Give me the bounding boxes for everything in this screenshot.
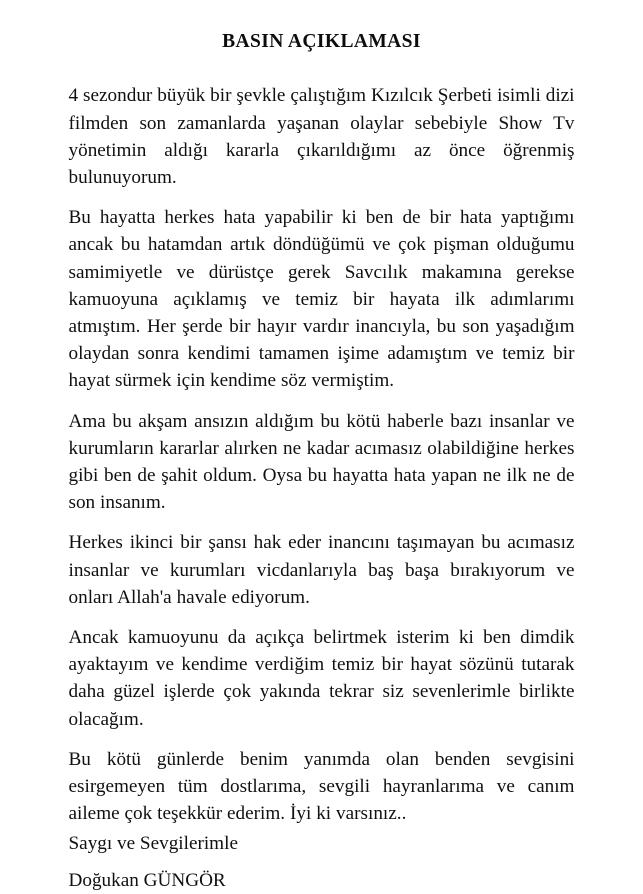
signature-closing: Saygı ve Sevgilerimle bbox=[68, 833, 238, 855]
paragraph-4: Herkes ikinci bir şansı hak eder inancını taşımayan bu acımasız insanlar ve kurumları vicdanlarıyla baş başa bırakıyorum ve onları Allah'a havale ediyorum. bbox=[68, 532, 575, 608]
paragraph-1: 4 sezondur büyük bir şevkle çalıştığım Kızılcık Şerbeti isimli dizi filmden son zamanlarda yaşanan olaylar sebebiyle Show Tv yönetimin aldığı kararla çıkarıldığımı az önce öğrenmiş bulunuyorum. bbox=[68, 85, 575, 188]
signature-block bbox=[69, 830, 575, 893]
document-body bbox=[69, 53, 575, 893]
paragraph-3: Ama bu akşam ansızın aldığım bu kötü haberle bazı insanlar ve kurumların kararlar alırken ne kadar acımasız olabildiğine herkes gibi ben de şahit oldum. Oysa bu hayatta hata yapan ne ilk ne de son insanım. bbox=[68, 410, 575, 514]
paragraph-6: Bu kötü günlerde benim yanımda olan benden sevgisini esirgemeyen tüm dostlarıma, sevgili hayranlarıma ve canım aileme çok teşekkür ederim. İyi ki varsınız.. bbox=[68, 748, 575, 825]
signature-name: Doğukan GÜNGÖR bbox=[68, 869, 226, 891]
page-title: BASIN AÇIKLAMASI bbox=[222, 31, 421, 52]
paragraph-5: Ancak kamuoyunu da açıkça belirtmek isterim ki ben dimdik ayaktayım ve kendime verdiğim temiz bir hayat sözünü tutarak daha güzel işlerde çok yakında tekrar siz sevenlerimle birlikte olacağım. bbox=[68, 627, 575, 730]
paragraph-2: Bu hayatta herkes hata yapabilir ki ben de bir hata yaptığımı ancak bu hatamdan artık döndüğümü ve çok pişman olduğumu samimiyetle ve dürüstçe gerek Savcılık makamına gerekse kamuoyuna açıklamış ve temiz bir hayata ilk adımlarımı atmıştım. Her şerde bir hayır vardır inancıyla, bu son yaşadığım olaydan sonra kendimi tamamen işime adamıştım ve temiz bir hayat sürmek için kendime söz vermiştim. bbox=[68, 207, 575, 392]
